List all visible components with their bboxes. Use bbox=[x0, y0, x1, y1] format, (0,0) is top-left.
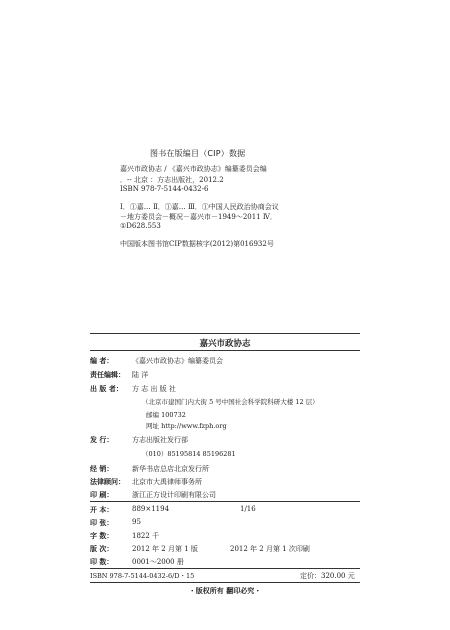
mid-rule bbox=[90, 501, 360, 502]
copies-value: 0001～2000 册 bbox=[132, 558, 184, 566]
cip-line-3: ISBN 978-7-5144-0432-6 bbox=[120, 185, 209, 193]
legal-value: 北京市大禹律师事务所 bbox=[132, 478, 202, 486]
cip-line-6: ①D628.553 bbox=[120, 222, 161, 230]
phone: （010）85195814 85196281 bbox=[142, 450, 236, 458]
seller-label: 经 销： bbox=[90, 465, 114, 473]
distributor-label: 发 行： bbox=[90, 436, 114, 444]
words-label: 字 数： bbox=[90, 532, 114, 540]
bottom-rule bbox=[90, 582, 360, 583]
editor-value: 《嘉兴市政协志》编纂委员会 bbox=[132, 357, 223, 365]
format-fold: 1/16 bbox=[240, 505, 256, 513]
publisher-value: 方 志 出 版 社 bbox=[132, 385, 176, 393]
resp-editor-value: 陆 洋 bbox=[132, 371, 149, 379]
postcode: 邮编 100732 bbox=[146, 411, 186, 419]
copyright-notice: ・版权所有 翻印必究・ bbox=[188, 587, 262, 595]
edition-value: 2012 年 2 月第 1 版 bbox=[132, 545, 198, 553]
cip-heading: 图书在版编目（CIP）数据 bbox=[150, 149, 246, 158]
publisher-label: 出 版 者： bbox=[90, 385, 123, 393]
format-value: 889×1194 bbox=[132, 505, 170, 513]
publisher-address: （北京市建国门内大街 5 号中国社会科学院科研大楼 12 层） bbox=[142, 398, 319, 406]
printer-value: 浙江正方设计印刷有限公司 bbox=[132, 491, 216, 499]
sheets-value: 95 bbox=[132, 518, 141, 526]
words-value: 1822 千 bbox=[132, 532, 160, 540]
printing-value: 2012 年 2 月第 1 次印刷 bbox=[230, 545, 310, 553]
website: 网址 http://www.fzph.org bbox=[146, 422, 227, 430]
cip-line-5: －地方委员会－概况－嘉兴市－1949～2011 Ⅳ． bbox=[120, 213, 277, 221]
resp-editor-label: 责任编辑： bbox=[90, 371, 125, 379]
cip-line-1: 嘉兴市政协志 / 《嘉兴市政协志》编纂委员会编 bbox=[120, 165, 267, 173]
cip-line-4: Ⅰ．①嘉… Ⅱ．①嘉… Ⅲ．①中国人民政治协商会议 bbox=[120, 203, 279, 211]
edition-label: 版 次： bbox=[90, 545, 114, 553]
price: 定价：320.00 元 bbox=[300, 572, 355, 580]
isbn-line: ISBN 978-7-5144-0432-6/D・15 bbox=[90, 572, 195, 580]
sheets-label: 印 张： bbox=[90, 519, 114, 527]
printer-label: 印 刷： bbox=[90, 491, 114, 499]
cip-line-2: ．-- 北京 ：方志出版社，2012.2 bbox=[120, 176, 224, 184]
cip-line-7: 中国版本图书馆CIP数据核字(2012)第016932号 bbox=[120, 240, 274, 248]
seller-value: 新华书店总店北京发行所 bbox=[132, 465, 209, 473]
format-label: 开 本： bbox=[90, 506, 114, 514]
isbn-top-rule bbox=[90, 568, 360, 569]
title-rule bbox=[90, 350, 360, 351]
copies-label: 印 数： bbox=[90, 558, 114, 566]
legal-label: 法律顾问： bbox=[90, 478, 125, 486]
editor-label: 编 者： bbox=[90, 357, 114, 365]
top-rule bbox=[90, 333, 360, 334]
distributor-value: 方志出版社发行部 bbox=[132, 436, 188, 444]
book-title: 嘉兴市政协志 bbox=[199, 339, 251, 349]
